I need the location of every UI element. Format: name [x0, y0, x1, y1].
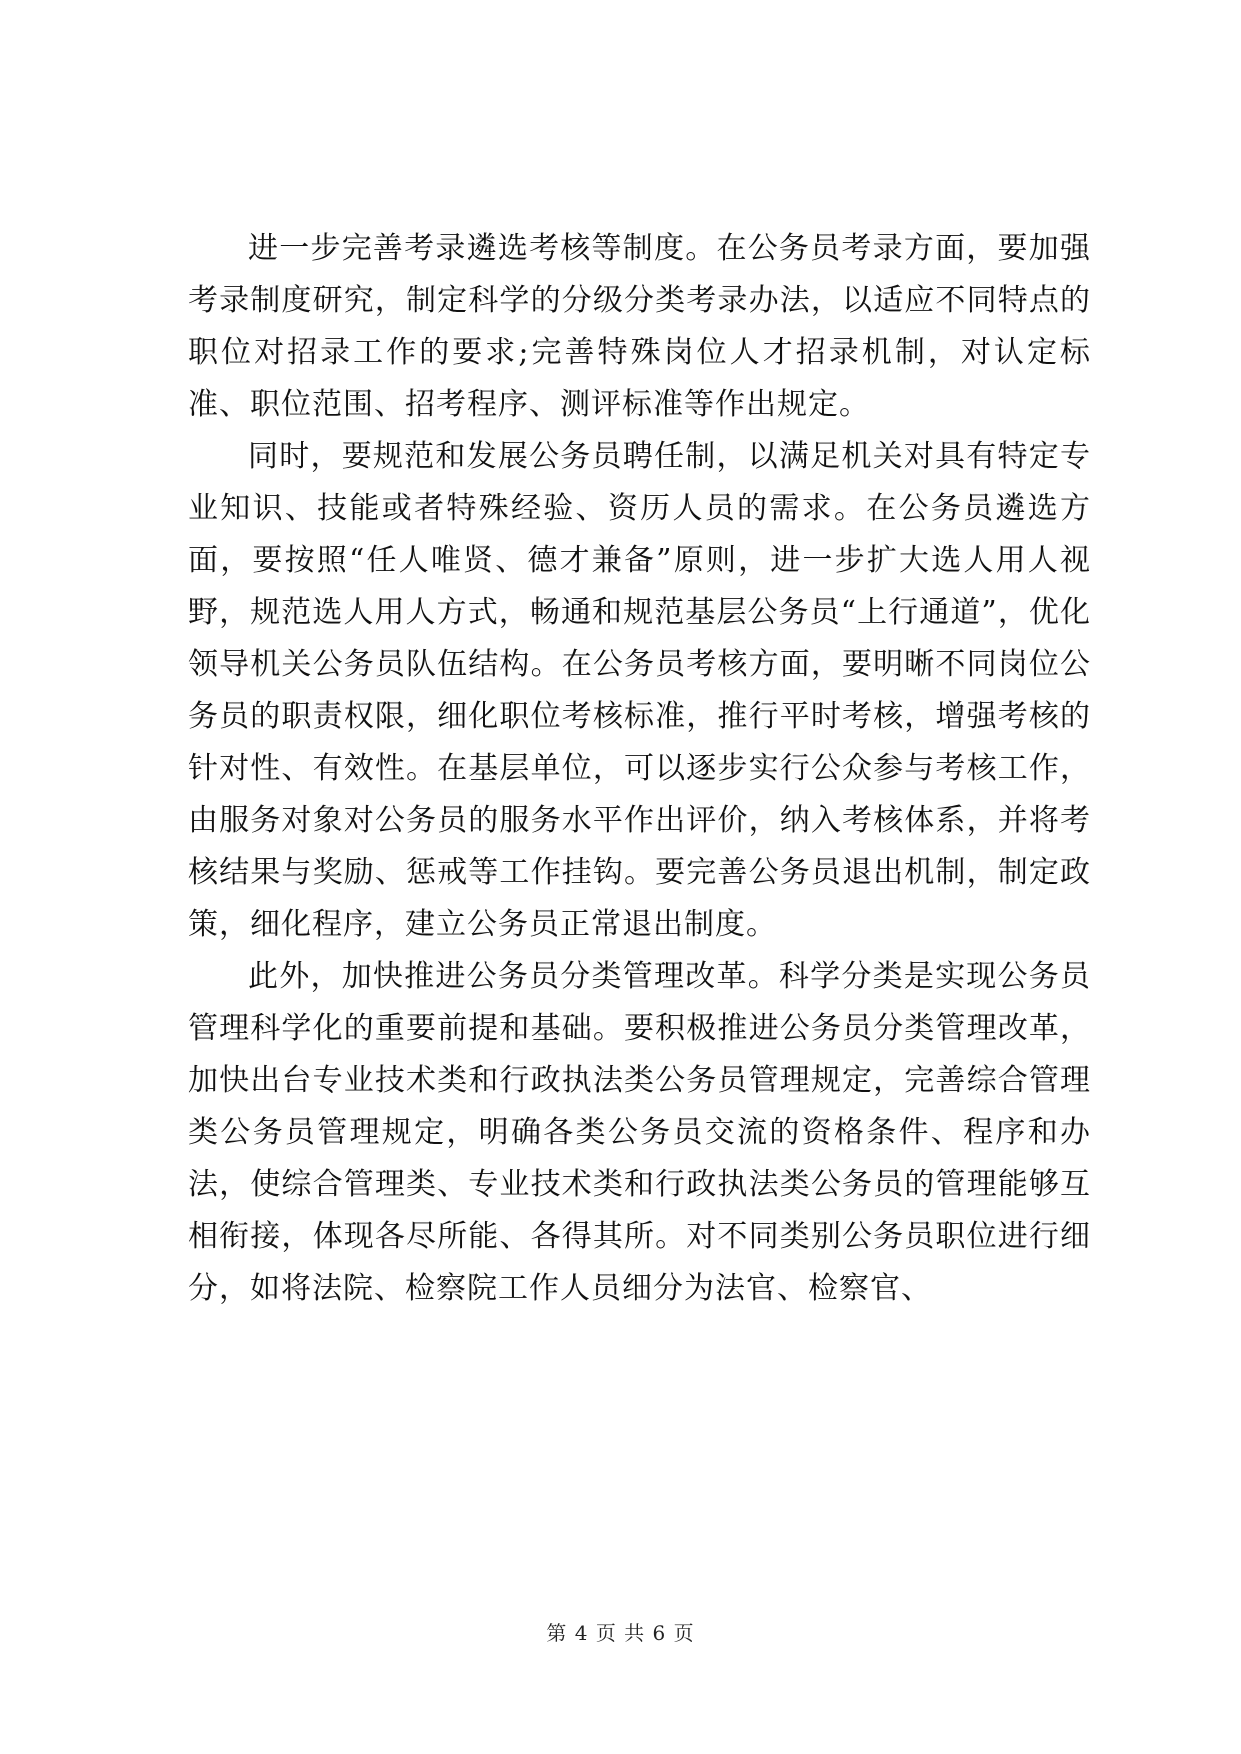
paragraph-3: 此外，加快推进公务员分类管理改革。科学分类是实现公务员管理科学化的重要前提和基础。要积极推进公务员分类管理改革，加快出台专业技术类和行政执法类公务员管理规定，完善综合管理类公务员管理规定，明确各类公务员交流的资格条件、程序和办法，使综合管理类、专业技术类和行政执法类公务员的管理能够互相衔接，体现各尽所能、各得其所。对不同类别公务员职位进行细分，如将法院、检察院工作人员细分为法官、检察官、 — [188, 959, 1091, 1306]
paragraph-2: 同时，要规范和发展公务员聘任制，以满足机关对具有特定专业知识、技能或者特殊经验、资历人员的需求。在公务员遴选方面，要按照“任人唯贤、德才兼备”原则，进一步扩大选人用人视野，规范选人用人方式，畅通和规范基层公务员“上行通道”，优化领导机关公务员队伍结构。在公务员考核方面，要明晰不同岗位公务员的职责权限，细化职位考核标准，推行平时考核，增强考核的针对性、有效性。在基层单位，可以逐步实行公众参与考核工作，由服务对象对公务员的服务水平作出评价，纳入考核体系，并将考核结果与奖励、惩戒等工作挂钩。要完善公务员退出机制，制定政策，细化程序，建立公务员正常退出制度。 — [188, 439, 1091, 942]
document-body — [188, 223, 1091, 1315]
paragraph-1: 进一步完善考录遴选考核等制度。在公务员考录方面，要加强考录制度研究，制定科学的分级分类考录办法，以适应不同特点的职位对招录工作的要求;完善特殊岗位人才招录机制，对认定标准、职位范围、招考程序、测评标准等作出规定。 — [188, 231, 1091, 422]
page-number-footer: 第 4 页 共 6 页 — [546, 1621, 695, 1645]
